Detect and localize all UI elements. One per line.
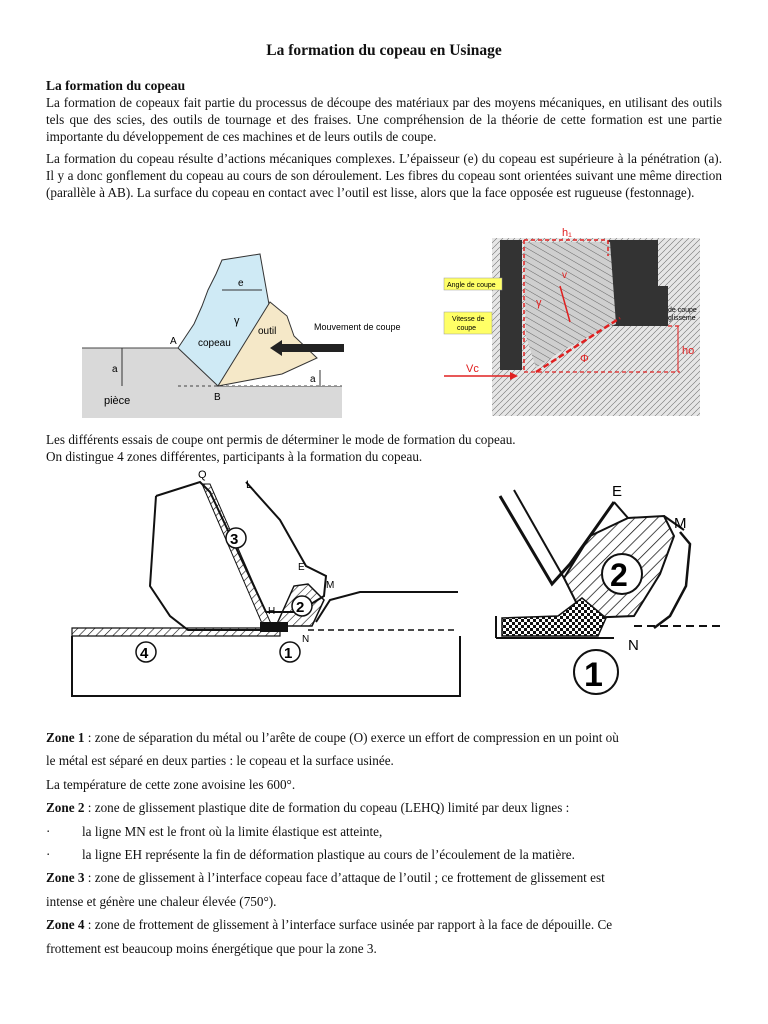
zone3-label: Zone 3: [46, 870, 85, 886]
label-depth-a-right: a: [310, 374, 316, 385]
zone1-line3: La température de cette zone avoisine les 600°.: [46, 776, 296, 792]
label-point-a: A: [170, 336, 177, 347]
label-point-b: B: [214, 392, 221, 403]
zone2-label: Zone 2: [46, 800, 85, 816]
label-piece: pièce: [104, 395, 131, 407]
zone2-line1: Zone 2 : zone de glissement plastique dite de formation du copeau (LEHQ) limité par deux lignes :: [46, 800, 570, 816]
figure-zone-detail: [494, 466, 724, 716]
label-glisse-line2: glisseme: [668, 315, 696, 322]
label-depth-a-left: a: [112, 364, 118, 375]
intro-line-1: Les différents essais de coupe ont permis de déterminer le mode de formation du copeau.: [46, 432, 516, 447]
label-gamma: γ: [234, 315, 240, 327]
label-l: L: [246, 479, 253, 491]
label-vitesse-line2: coupe: [457, 325, 477, 332]
figure-four-zones: [70, 466, 460, 710]
zone-label-2: 2: [296, 599, 305, 616]
label-mouvement-de-coupe: Mouvement de coupe: [314, 322, 401, 332]
bullet-symbol: ·: [46, 846, 51, 862]
figure-chip-formation-schematic: [82, 254, 401, 418]
label-angle-de-coupe: Angle de coupe: [447, 282, 496, 289]
label-h: H: [268, 606, 276, 617]
zone-label-4: 4: [140, 645, 149, 662]
label-copeau: copeau: [198, 338, 231, 349]
label-n-fig4: N: [628, 637, 639, 654]
label-vc: Vc: [466, 363, 479, 375]
label-e: e: [238, 278, 244, 289]
label-e-fig4: E: [612, 483, 623, 500]
zone1-label: Zone 1: [46, 730, 85, 745]
section-title: La formation du copeau: [46, 78, 186, 93]
zone-label-3: 3: [230, 531, 239, 548]
page-title: La formation du copeau en Usinage: [266, 42, 502, 59]
label-e-fig3: E: [298, 562, 305, 573]
zone1-line1: Zone 1 : zone de séparation du métal ou l’arête de coupe (O) exerce un effort de compression en un point où: [46, 730, 619, 745]
label-vitesse-line1: Vitesse de: [452, 316, 485, 323]
intro-line-2: On distingue 4 zones différentes, participants à la formation du copeau.: [46, 449, 423, 464]
paragraph-intro: La formation de copeaux fait partie du processus de découpe des matériaux par des moyens mécaniques, en utilisant des outils tels que des scies, des outils de tournage et des fraises. Une compréhension de la théorie de cette formation est une partie importante du développement de ces machines et de leurs outils de coupe.: [46, 95, 722, 144]
label-phi: Φ: [580, 353, 589, 365]
label-glisse-line1: de coupe: [668, 307, 697, 314]
zones-description: [46, 726, 726, 960]
zone2-bullet2: · la ligne EH représente la fin de déformation plastique au cours de l’écoulement de la matière.: [46, 843, 726, 866]
zone-4-band: [72, 628, 280, 636]
label-gamma-2: γ: [536, 297, 542, 309]
zones-intro: [46, 431, 726, 465]
label-n: N: [302, 634, 310, 645]
zone3-line1: Zone 3 : zone de glissement à l’interface copeau face d’attaque de l’outil ; ce frottement de glissement est: [46, 870, 605, 886]
label-outil: outil: [258, 326, 277, 337]
zone4-label: Zone 4: [46, 917, 85, 933]
paragraph-formation: La formation du copeau résulte d’actions mécaniques complexes. L’épaisseur (e) du copeau est supérieure à la pénétration (a). Il y a donc gonflement du copeau au cours de son déroulement. Les fibres du copeau sont orientées suivant une même direction (parallèle à AB). La surface du copeau en contact avec l’outil est lisse, alors que la face opposée est rugueuse (festonnage).: [46, 151, 722, 200]
zone4-line1: Zone 4 : zone de frottement de glissement à l’interface surface usinée par rapport à la face de dépouille. Ce: [46, 917, 613, 933]
tool-dark-area: [500, 240, 522, 370]
label-h1: h₁: [562, 227, 572, 239]
zone4-line2: frottement est beaucoup moins énergétique que pour la zone 3.: [46, 940, 377, 956]
zone-label-1-detail: 1: [584, 656, 603, 694]
zone-label-1: 1: [284, 645, 293, 662]
bullet-symbol: ·: [46, 823, 51, 839]
zone-label-2-detail: 2: [610, 557, 628, 593]
label-v: v: [562, 270, 567, 281]
label-q: Q: [198, 469, 207, 481]
zone3-line2: intense et génère une chaleur élevée (750°).: [46, 893, 277, 909]
figure-chip-micrograph: [440, 226, 702, 416]
zone1-line2: le métal est séparé en deux parties : le copeau et la surface usinée.: [46, 753, 394, 769]
label-m-fig4: M: [674, 515, 687, 532]
zone2-bullet1: · la ligne MN est le front où la limite élastique est atteinte,: [46, 820, 726, 843]
label-h0: ho: [682, 345, 695, 357]
zone-3-band: [202, 484, 272, 628]
label-m: M: [326, 580, 335, 591]
